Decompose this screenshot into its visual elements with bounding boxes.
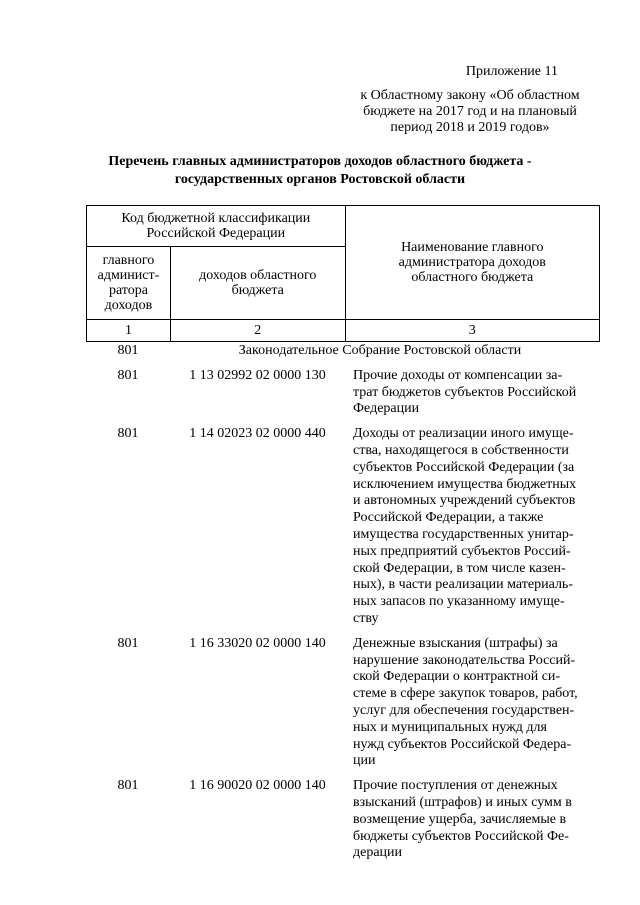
header-admin-label: админист- — [97, 268, 160, 283]
income-name-line: возмещение ущерба, зачисляемые в — [353, 811, 567, 827]
income-name — [353, 778, 593, 862]
income-name-line: ных), в части реализации материаль- — [353, 577, 573, 593]
section-name: Законодательное Собрание Ростовской области — [238, 343, 522, 358]
income-name-line: ных предприятий субъектов Россий- — [353, 543, 571, 559]
table-row — [86, 778, 600, 862]
income-name — [353, 426, 593, 628]
income-name — [353, 368, 593, 418]
income-name-line: трат бюджетов субъектов Российской — [353, 384, 577, 400]
appendix-reference-line: к Областному закону «Об областном — [360, 88, 580, 103]
income-name-line: взысканий (штрафов) и иных сумм в — [353, 794, 572, 810]
income-name-line: Федерации — [353, 401, 420, 417]
income-name — [353, 636, 593, 770]
income-name-line: ской Федерации, в том числе казен- — [353, 560, 566, 576]
appendix-reference-line: период 2018 и 2019 годов» — [390, 120, 550, 135]
income-name-line: исключением имущества бюджетных — [353, 476, 577, 492]
column-number-3: 3 — [345, 320, 599, 342]
header-name-label: администратора доходов — [398, 255, 546, 270]
header-admin-label: ратора — [108, 283, 148, 298]
header-group-label: Код бюджетной классификации — [121, 211, 311, 226]
header-group-cell — [87, 206, 346, 247]
income-name-line: ных запасов по указанному имуще- — [353, 594, 565, 610]
header-name-cell — [345, 206, 599, 320]
header-group-label: Российской Федерации — [146, 226, 286, 241]
income-name-line: нужд субъектов Российской Федера- — [353, 736, 572, 752]
income-name-line: дерации — [353, 845, 403, 861]
income-name-line: ству — [353, 610, 379, 626]
income-code: 1 14 02023 02 0000 440 — [189, 426, 326, 442]
income-name-line: стеме в сфере закупок товаров, работ, — [353, 686, 578, 702]
table-header — [86, 205, 600, 342]
document-heading — [80, 153, 560, 189]
section-row — [86, 343, 600, 360]
appendix-title: Приложение 11 — [465, 64, 558, 79]
appendix-block — [330, 64, 610, 136]
income-name-line: Прочие поступления от денежных — [353, 778, 558, 794]
table-row — [86, 368, 600, 418]
income-name-line: Прочие доходы от компенсации за- — [353, 367, 563, 383]
admin-code: 801 — [117, 367, 139, 383]
heading-line: государственных органов Ростовской области — [174, 172, 466, 187]
header-admin-cell — [87, 247, 171, 320]
header-name-label: областного бюджета — [411, 270, 534, 285]
income-name-line: ства, находящегося в собственности — [353, 442, 569, 458]
income-name-line: имущества государственных унитар- — [353, 526, 574, 542]
income-name-line: бюджеты субъектов Российской Фе- — [353, 828, 569, 844]
column-number-2: 2 — [170, 320, 345, 342]
income-name-line: ных и муниципальных нужд для — [353, 719, 547, 735]
income-code: 1 16 90020 02 0000 140 — [189, 778, 326, 794]
admin-code: 801 — [117, 426, 139, 442]
income-name-line: нарушение законодательства Россий- — [353, 652, 576, 668]
table-row — [86, 636, 600, 770]
income-name-line: услуг для обеспечения государствен- — [353, 702, 575, 718]
admin-code: 801 — [117, 343, 139, 358]
appendix-reference-line: бюджете на 2017 год и на плановый — [363, 104, 577, 119]
income-name-line: Российской Федерации, а также — [353, 510, 544, 526]
income-name-line: ции — [353, 753, 376, 769]
income-name-line: субъектов Российской Федерации (за — [353, 459, 575, 475]
heading-line: Перечень главных администраторов доходов областного бюджета - — [108, 154, 532, 169]
table-row — [86, 426, 600, 628]
header-code-label: бюджета — [231, 283, 284, 298]
header-code-cell — [170, 247, 345, 320]
income-code: 1 16 33020 02 0000 140 — [189, 635, 326, 651]
income-name-line: Доходы от реализации иного имуще- — [353, 426, 574, 442]
income-code: 1 13 02992 02 0000 130 — [189, 367, 326, 383]
income-name-line: Денежные взыскания (штрафы) за — [353, 635, 558, 651]
appendix-reference — [330, 88, 610, 136]
income-name-line: и автономных учреждений субъектов — [353, 493, 576, 509]
table-body — [86, 343, 600, 862]
admin-code: 801 — [117, 778, 139, 794]
header-admin-label: главного — [102, 253, 155, 268]
header-code-label: доходов областного — [199, 268, 317, 283]
income-name-line: ской Федерации о контрактной си- — [353, 669, 561, 685]
header-admin-label: доходов — [104, 298, 153, 313]
column-number-1: 1 — [87, 320, 171, 342]
admin-code: 801 — [117, 635, 139, 651]
header-name-label: Наименование главного — [401, 240, 544, 255]
